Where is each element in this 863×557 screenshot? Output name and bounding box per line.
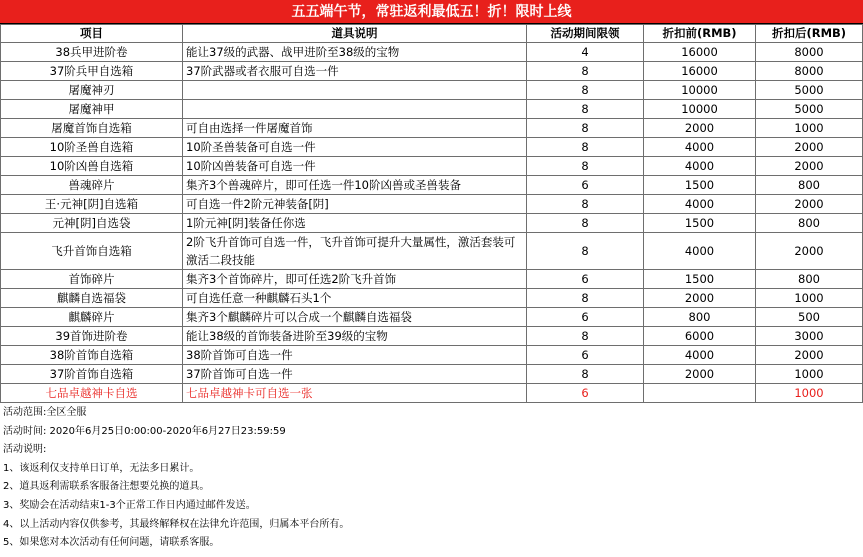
header-description: 道具说明 <box>183 25 527 43</box>
table-row <box>1 365 863 384</box>
cell-price-after: 5000 <box>756 100 863 119</box>
cell-item: 兽魂碎片 <box>1 176 183 195</box>
table-row <box>1 214 863 233</box>
cell-price-after: 2000 <box>756 157 863 176</box>
cell-description: 七品卓越神卡可自选一张 <box>183 384 527 403</box>
cell-price-before: 4000 <box>644 138 756 157</box>
cell-price-before: 16000 <box>644 43 756 62</box>
table-row <box>1 62 863 81</box>
cell-limit: 8 <box>527 157 644 176</box>
cell-description: 10阶圣兽装备可自选一件 <box>183 138 527 157</box>
cell-price-before: 2000 <box>644 365 756 384</box>
header-price-before: 折扣前(RMB) <box>644 25 756 43</box>
cell-description: 集齐3个麒麟碎片可以合成一个麒麟自选福袋 <box>183 308 527 327</box>
cell-item: 飞升首饰自选箱 <box>1 233 183 270</box>
cell-item: 屠魔神刃 <box>1 81 183 100</box>
cell-price-after: 2000 <box>756 138 863 157</box>
cell-description: 2阶飞升首饰可自选一件，飞升首饰可提升大量属性，激活套装可激活二段技能 <box>183 233 527 270</box>
table-body <box>1 43 863 403</box>
cell-item: 10阶凶兽自选箱 <box>1 157 183 176</box>
note-line: 活动范围:全区全服 <box>3 407 87 418</box>
table-row <box>1 327 863 346</box>
cell-limit: 8 <box>527 195 644 214</box>
cell-item: 七品卓越神卡自选 <box>1 384 183 403</box>
cell-price-after: 2000 <box>756 195 863 214</box>
cell-limit: 8 <box>527 327 644 346</box>
table-row <box>1 346 863 365</box>
cell-price-before: 800 <box>644 308 756 327</box>
cell-item: 首饰碎片 <box>1 270 183 289</box>
table-row <box>1 233 863 270</box>
cell-limit: 6 <box>527 384 644 403</box>
cell-item: 麒麟自选福袋 <box>1 289 183 308</box>
cell-limit: 6 <box>527 176 644 195</box>
cell-price-after: 800 <box>756 270 863 289</box>
event-banner: 五五端午节，常驻返利最低五！折！限时上线 <box>0 0 863 24</box>
cell-limit: 8 <box>527 81 644 100</box>
cell-price-after: 1000 <box>756 384 863 403</box>
cell-price-before: 2000 <box>644 119 756 138</box>
cell-item: 屠魔首饰自选箱 <box>1 119 183 138</box>
cell-item: 38兵甲进阶卷 <box>1 43 183 62</box>
cell-item: 元神[阴]自选袋 <box>1 214 183 233</box>
cell-description: 38阶首饰可自选一件 <box>183 346 527 365</box>
header-limit: 活动期间限领 <box>527 25 644 43</box>
note-line: 4、以上活动内容仅供参考，其最终解释权在法律允许范围，归属本平台所有。 <box>3 518 350 530</box>
table-row <box>1 384 863 403</box>
cell-description: 能让37级的武器、战甲进阶至38级的宝物 <box>183 43 527 62</box>
cell-limit: 8 <box>527 214 644 233</box>
cell-description <box>183 100 527 119</box>
table-row <box>1 289 863 308</box>
header-item: 项目 <box>1 25 183 43</box>
table-row <box>1 81 863 100</box>
cell-item: 37阶首饰自选箱 <box>1 365 183 384</box>
cell-item: 38阶首饰自选箱 <box>1 346 183 365</box>
cell-description: 可自选一件2阶元神装备[阴] <box>183 195 527 214</box>
cell-description: 37阶武器或者衣服可自选一件 <box>183 62 527 81</box>
cell-description: 可自选任意一种麒麟石头1个 <box>183 289 527 308</box>
rebate-table <box>0 24 863 403</box>
cell-price-before: 4000 <box>644 157 756 176</box>
cell-price-before <box>644 384 756 403</box>
note-line: 5、如果您对本次活动有任何问题，请联系客服。 <box>3 537 220 549</box>
table-row <box>1 100 863 119</box>
cell-item: 麒麟碎片 <box>1 308 183 327</box>
cell-price-after: 800 <box>756 176 863 195</box>
note-line: 3、奖励会在活动结束1-3个正常工作日内通过邮件发送。 <box>3 499 256 511</box>
note-line: 活动说明: <box>3 444 47 456</box>
cell-limit: 8 <box>527 289 644 308</box>
note-line: 1、该返利仅支持单日订单，无法多日累计。 <box>3 462 200 474</box>
cell-price-after: 8000 <box>756 43 863 62</box>
cell-description: 37阶首饰可自选一件 <box>183 365 527 384</box>
table-row <box>1 138 863 157</box>
header-row <box>1 25 863 43</box>
cell-item: 37阶兵甲自选箱 <box>1 62 183 81</box>
note-line: 活动时间: 2020年6月25日0:00:00-2020年6月27日23:59:59 <box>3 425 286 437</box>
cell-description: 可自由选择一件屠魔首饰 <box>183 119 527 138</box>
cell-limit: 6 <box>527 308 644 327</box>
cell-price-after: 1000 <box>756 365 863 384</box>
cell-price-after: 1000 <box>756 289 863 308</box>
cell-price-after: 8000 <box>756 62 863 81</box>
cell-price-before: 16000 <box>644 62 756 81</box>
cell-price-before: 4000 <box>644 195 756 214</box>
cell-price-after: 500 <box>756 308 863 327</box>
cell-price-before: 1500 <box>644 214 756 233</box>
cell-price-before: 4000 <box>644 233 756 270</box>
table-row <box>1 119 863 138</box>
note-line: 2、道具返利需联系客服备注想要兑换的道具。 <box>3 481 210 493</box>
table-row <box>1 195 863 214</box>
table-row <box>1 308 863 327</box>
table-row <box>1 157 863 176</box>
cell-price-before: 1500 <box>644 270 756 289</box>
cell-limit: 8 <box>527 365 644 384</box>
table-row <box>1 270 863 289</box>
cell-item: 39首饰进阶卷 <box>1 327 183 346</box>
cell-limit: 8 <box>527 119 644 138</box>
cell-item: 屠魔神甲 <box>1 100 183 119</box>
cell-description: 集齐3个首饰碎片，即可任选2阶飞升首饰 <box>183 270 527 289</box>
cell-limit: 6 <box>527 346 644 365</box>
cell-price-after: 800 <box>756 214 863 233</box>
cell-limit: 8 <box>527 100 644 119</box>
header-price-after: 折扣后(RMB) <box>756 25 863 43</box>
cell-price-after: 3000 <box>756 327 863 346</box>
cell-price-before: 6000 <box>644 327 756 346</box>
cell-price-after: 2000 <box>756 233 863 270</box>
cell-description: 1阶元神[阴]装备任你选 <box>183 214 527 233</box>
cell-price-before: 4000 <box>644 346 756 365</box>
cell-price-before: 10000 <box>644 100 756 119</box>
cell-description: 能让38级的首饰装备进阶至39级的宝物 <box>183 327 527 346</box>
cell-item: 10阶圣兽自选箱 <box>1 138 183 157</box>
cell-limit: 8 <box>527 138 644 157</box>
table-row <box>1 176 863 195</box>
cell-description <box>183 81 527 100</box>
cell-price-after: 5000 <box>756 81 863 100</box>
cell-limit: 6 <box>527 270 644 289</box>
cell-description: 10阶凶兽装备可自选一件 <box>183 157 527 176</box>
cell-limit: 8 <box>527 62 644 81</box>
table-row <box>1 43 863 62</box>
cell-price-after: 2000 <box>756 346 863 365</box>
cell-price-after: 1000 <box>756 119 863 138</box>
cell-price-before: 10000 <box>644 81 756 100</box>
cell-description: 集齐3个兽魂碎片，即可任选一件10阶凶兽或圣兽装备 <box>183 176 527 195</box>
activity-notes <box>3 404 349 553</box>
cell-price-before: 2000 <box>644 289 756 308</box>
cell-limit: 8 <box>527 233 644 270</box>
cell-limit: 4 <box>527 43 644 62</box>
cell-price-before: 1500 <box>644 176 756 195</box>
cell-item: 王·元神[阴]自选箱 <box>1 195 183 214</box>
